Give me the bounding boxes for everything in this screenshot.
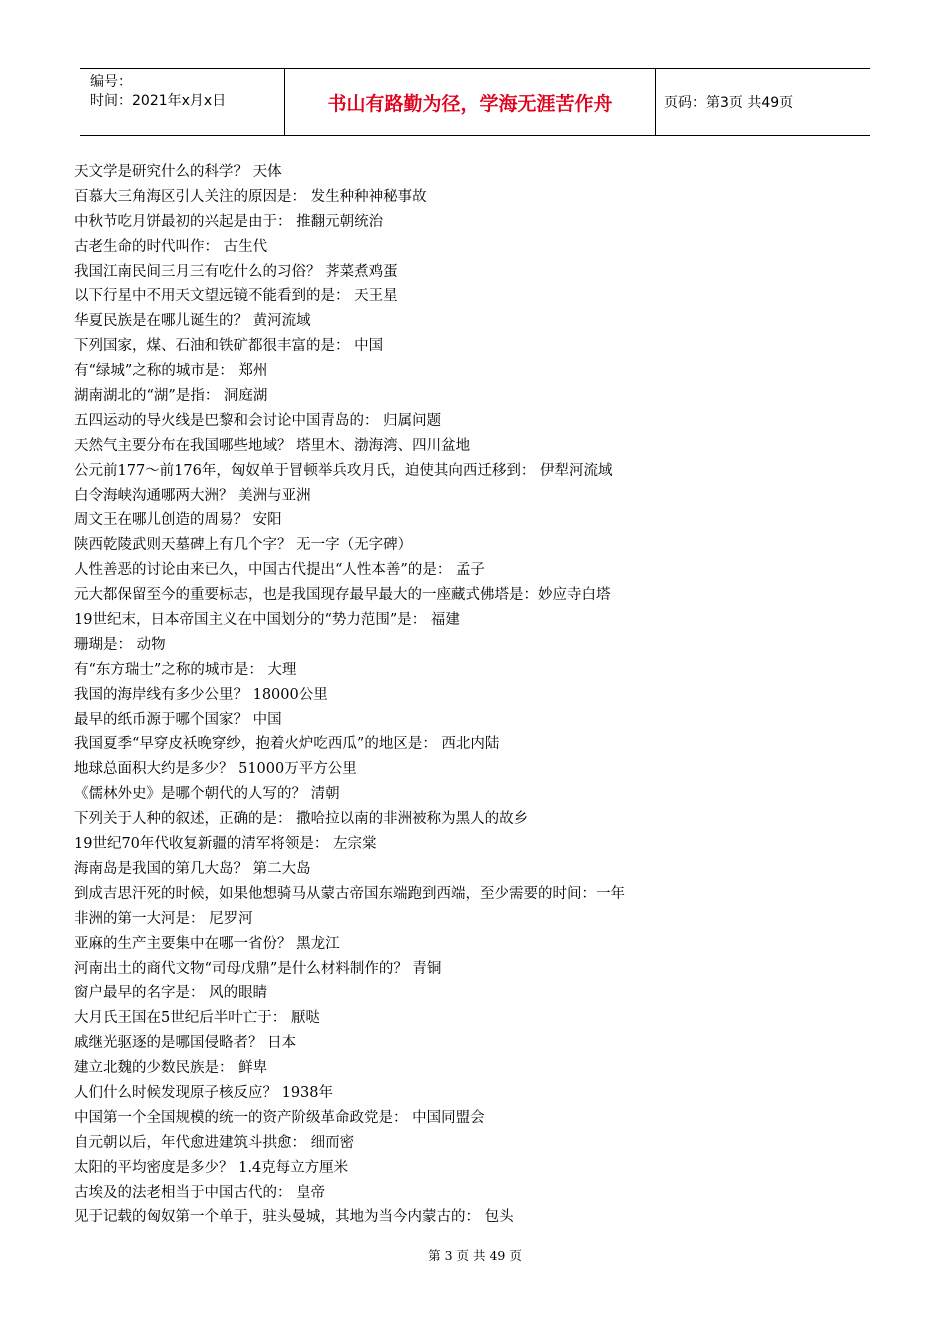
- qa-line: 19世纪末，日本帝国主义在中国划分的“势力范围”是： 福建: [74, 612, 460, 629]
- qa-line: 中秋节吃月饼最初的兴起是由于： 推翻元朝统治: [74, 213, 384, 230]
- qa-line: 最早的纸币源于哪个国家？ 中国: [74, 711, 282, 728]
- header-meta: [80, 69, 284, 135]
- qa-line: 大月氏王国在5世纪后半叶亡于： 厭哒: [74, 1010, 320, 1027]
- qa-line: 河南出土的商代文物“司母戊鼎”是什么材料制作的？ 青铜: [74, 960, 442, 977]
- qa-line: 自元朝以后，年代愈进建筑斗拱愈： 细而密: [74, 1134, 355, 1151]
- qa-line: 天文学是研究什么的科学？ 天体: [74, 164, 282, 180]
- qa-line: 下列关于人种的叙述，正确的是： 撒哈拉以南的非洲被称为黑人的故乡: [74, 811, 529, 828]
- qa-line: 我国夏季“早穿皮袄晚穿纱，抱着火炉吃西瓜”的地区是： 西北内陆: [74, 736, 500, 753]
- qa-line: 元大都保留至今的重要标志，也是我国现存最早最大的一座藏式佛塔是：妙应寺白塔: [74, 587, 611, 604]
- page-header: [80, 68, 870, 136]
- qa-line: 陕西乾陵武则天墓碑上有几个字？ 无一字（无字碑）: [74, 537, 413, 554]
- qa-line: 《儒林外史》是哪个朝代的人写的？ 清朝: [74, 786, 340, 803]
- qa-line: 海南岛是我国的第几大岛？ 第二大岛: [74, 860, 311, 877]
- qa-line: 建立北魏的少数民族是： 鲜卑: [74, 1060, 268, 1077]
- qa-line: 天然气主要分布在我国哪些地域？ 塔里木、渤海湾、四川盆地: [74, 437, 471, 454]
- qa-line: 到成吉思汗死的时候，如果他想骑马从蒙古帝国东端跑到西端，至少需要的时间：一年: [74, 885, 625, 902]
- qa-line: 珊瑚是： 动物: [74, 636, 166, 653]
- qa-line: 窗户最早的名字是： 风的眼睛: [74, 985, 268, 1002]
- qa-line: 以下行星中不用天文望远镜不能看到的是： 天王星: [74, 288, 398, 305]
- qa-line: 古埃及的法老相当于中国古代的： 皇帝: [74, 1184, 326, 1201]
- header-motto: 书山有路勤为径，学海无涯苦作舟: [284, 69, 656, 135]
- qa-line: 有“东方瑞士”之称的城市是： 大理: [74, 661, 297, 678]
- qa-line: 见于记载的匈奴第一个单于，驻头曼城，其地为当今内蒙古的： 包头: [74, 1209, 514, 1226]
- qa-line: 下列国家，煤、石油和铁矿都很丰富的是： 中国: [74, 338, 384, 355]
- document-number-label: 编号：: [90, 74, 132, 90]
- document-time-label: 时间：2021年x月x日: [90, 93, 227, 109]
- qa-line: 白令海峡沟通哪两大洲？ 美洲与亚洲: [74, 487, 311, 504]
- qa-line: 百慕大三角海区引人关注的原因是： 发生种种神秘事故: [74, 188, 427, 205]
- qa-line: 公元前177～前176年，匈奴单于冒顿举兵攻月氏，迫使其向西迁移到： 伊犁河流域: [74, 462, 613, 479]
- header-page-info: 页码：第3页 共49页: [664, 95, 794, 111]
- qa-line: 华夏民族是在哪儿诞生的？ 黄河流域: [74, 313, 311, 330]
- qa-line: 19世纪70年代收复新疆的清军将领是： 左宗棠: [74, 836, 377, 853]
- qa-line: 地球总面积大约是多少？ 51000万平方公里: [74, 761, 357, 778]
- qa-line: 人性善恶的讨论由来已久，中国古代提出“人性本善”的是： 孟子: [74, 562, 485, 579]
- qa-line: 戚继光驱逐的是哪国侵略者？ 日本: [74, 1035, 297, 1052]
- qa-line: 亚麻的生产主要集中在哪一省份？ 黑龙江: [74, 935, 340, 952]
- qa-line: 有“绿城”之称的城市是： 郑州: [74, 363, 268, 380]
- qa-line: 太阳的平均密度是多少？ 1.4克每立方厘米: [74, 1159, 349, 1176]
- qa-line: 非洲的第一大河是： 尼罗河: [74, 910, 253, 927]
- qa-line: 周文王在哪儿创造的周易？ 安阳: [74, 512, 282, 529]
- qa-list: [74, 160, 874, 1230]
- page-footer: 第 3 页 共 49 页: [428, 1248, 522, 1263]
- qa-line: 古老生命的时代叫作： 古生代: [74, 238, 268, 255]
- qa-line: 我国的海岸线有多少公里？ 18000公里: [74, 686, 328, 703]
- qa-line: 湖南湖北的“湖”是指： 洞庭湖: [74, 388, 268, 405]
- qa-line: 人们什么时候发现原子核反应？ 1938年: [74, 1084, 334, 1101]
- qa-line: 五四运动的导火线是巴黎和会讨论中国青岛的： 归属问题: [74, 412, 442, 429]
- qa-line: 我国江南民间三月三有吃什么的习俗？ 荠菜煮鸡蛋: [74, 263, 398, 280]
- qa-line: 中国第一个全国规模的统一的资产阶级革命政党是： 中国同盟会: [74, 1109, 485, 1126]
